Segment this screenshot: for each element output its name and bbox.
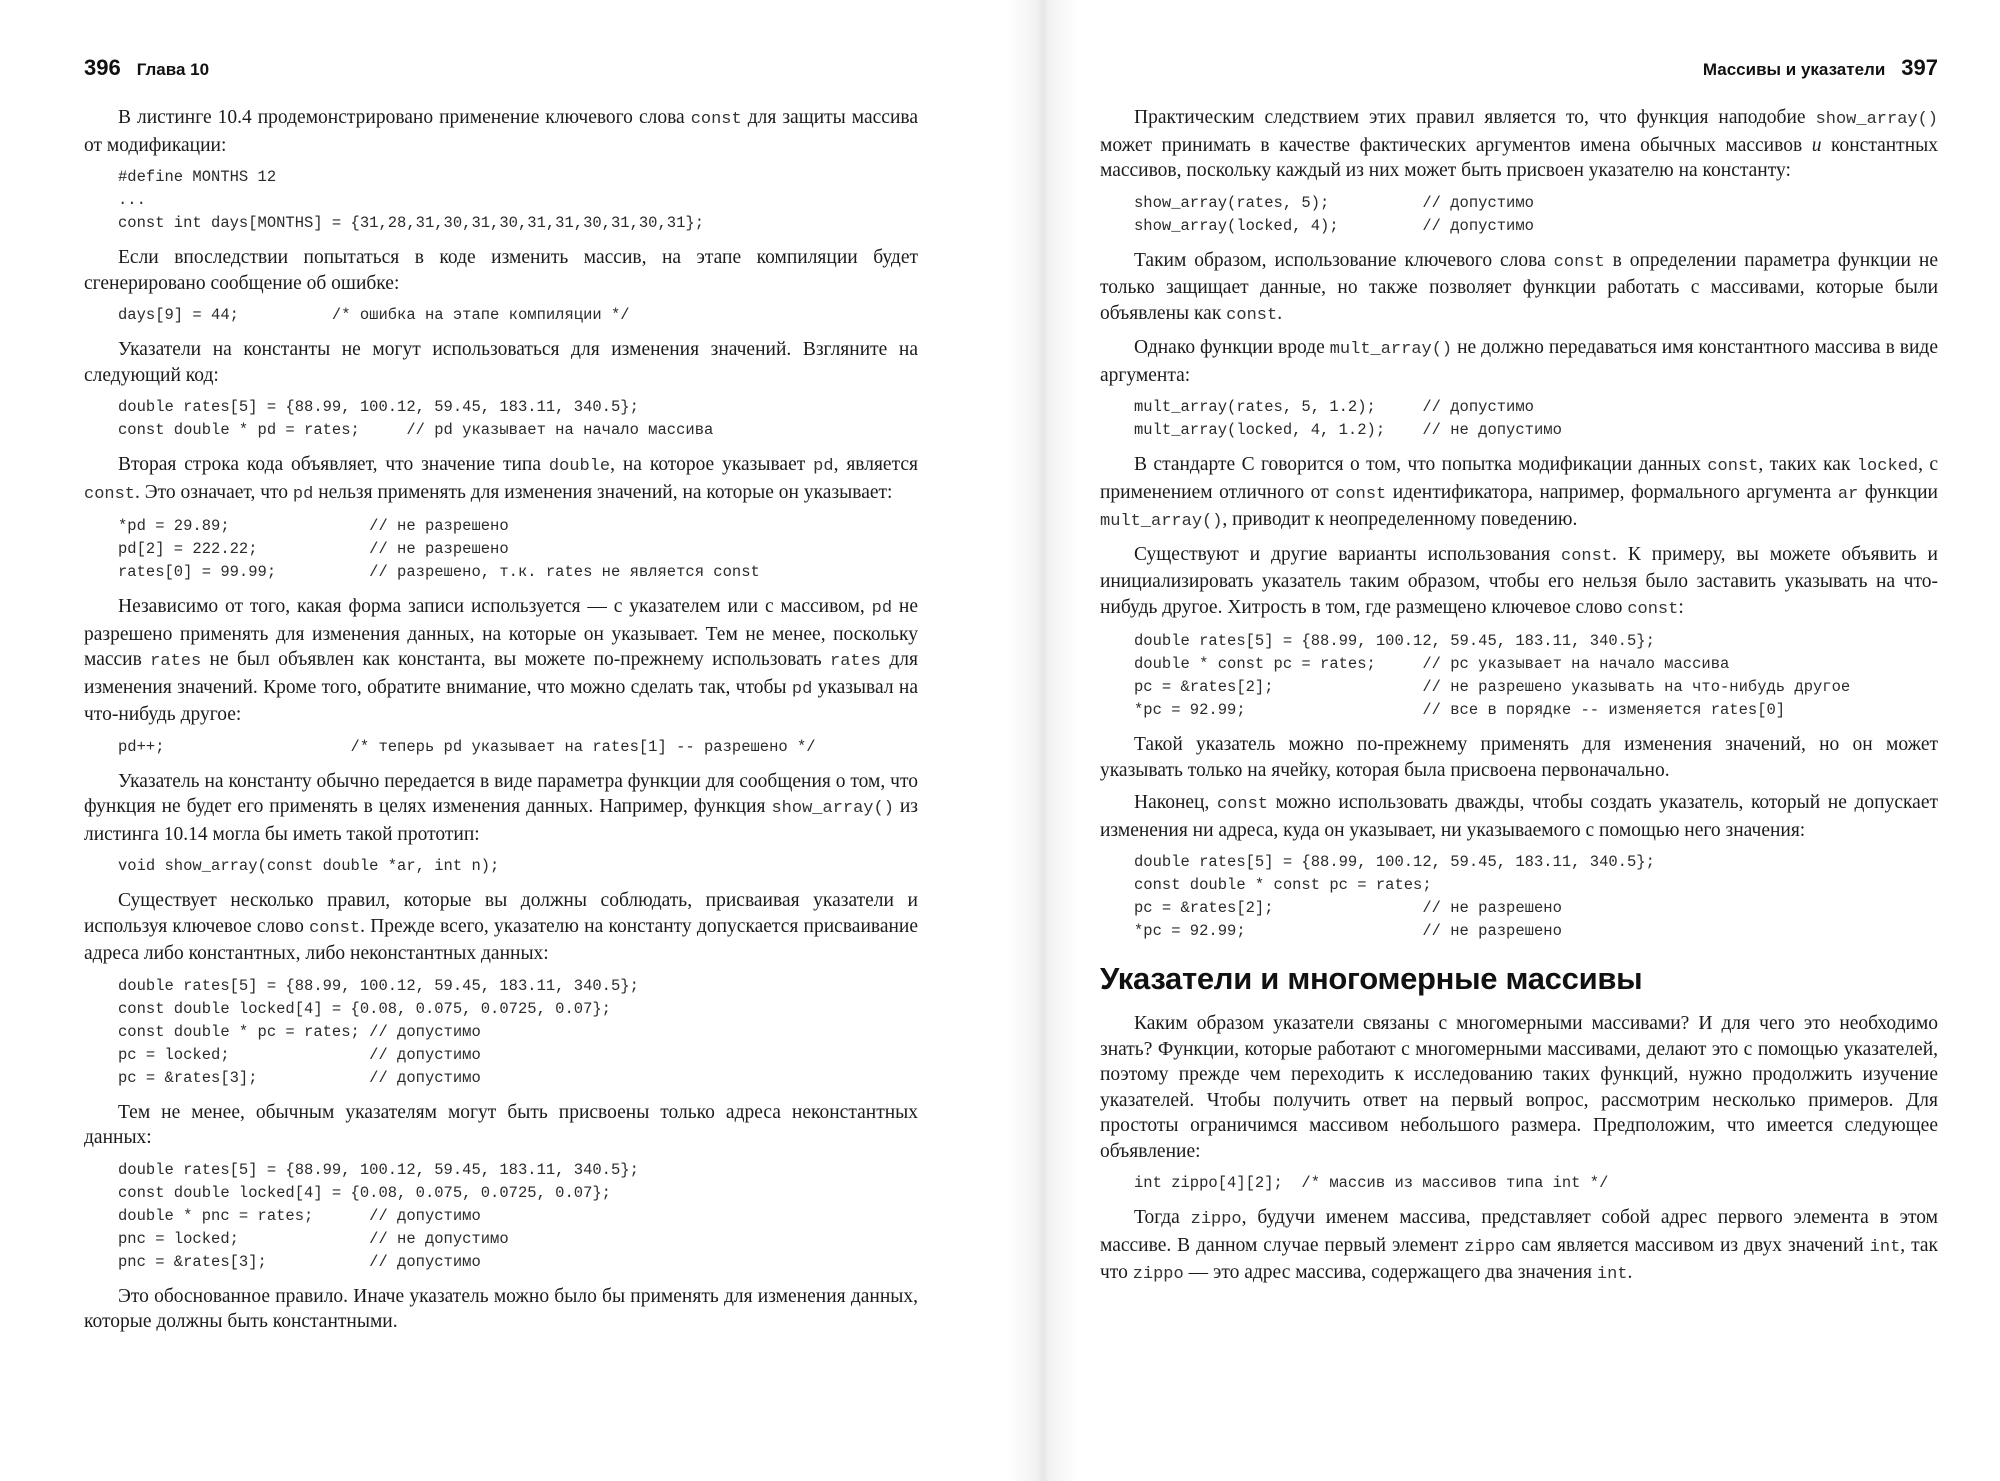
left-page-header (84, 55, 918, 91)
inline-code: const (1335, 484, 1387, 504)
section-heading: Указатели и многомерные массивы (1100, 961, 1643, 996)
text-run: Практическим следствием этих правил является то, что функция наподобие (1134, 107, 1816, 128)
paragraph (1100, 105, 1938, 184)
code-listing: show_array(rates, 5); // допустимо show_array(locked, 4); // допустимо (1134, 193, 1534, 235)
inline-code: mult_array() (1329, 340, 1453, 359)
inline-code: const (309, 918, 361, 938)
paragraph (1100, 335, 1938, 388)
text-run: Тогда (1134, 1207, 1191, 1228)
paragraph (1100, 1011, 1938, 1164)
paragraph (84, 594, 918, 728)
inline-code: const (84, 484, 136, 504)
text-run: можно использовать дважды, чтобы создать указатель, который не допускает изменения ни адреса, куда он указывает, ни указываемого с помощью него значения: (1100, 792, 1939, 841)
inline-code: pd (292, 484, 314, 504)
code-listing: #define MONTHS 12 ... const int days[MONTHS] = {31,28,31,30,31,30,31,31,30,31,30,31}; (118, 168, 704, 232)
text-run: Указатели на константы не могут использоваться для изменения значений. Взгляните на следующий код: (84, 339, 918, 386)
text-run: В стандарте С говорится о том, что попытка модификации данных (1134, 454, 1708, 475)
paragraph (1100, 732, 1938, 783)
text-run: константных массивов, поскольку каждый из них может быть присвоен указателю на константу: (1100, 134, 1938, 181)
left-page (84, 55, 918, 1342)
text-run: может принимать в качестве фактических аргументов имена обычных массивов (1100, 134, 1812, 156)
text-run: Независимо от того, какая форма записи используется — с указателем или с массивом, (118, 596, 872, 617)
paragraph (84, 1100, 918, 1151)
text-run: для изменения значений. Кроме того, обратите внимание, что можно сделать так, чтобы (84, 649, 918, 698)
text-run: , на которое указывает (610, 454, 814, 475)
inline-code: int (1869, 1237, 1901, 1257)
inline-code: const (1553, 252, 1605, 272)
inline-code: const (1561, 546, 1613, 566)
code-listing: double rates[5] = {88.99, 100.12, 59.45, 183.11, 340.5}; double * const pc = rates; // pc указывает на начало массива pc = &rates[2]; // не разрешено указывать на что-нибудь другое *pc = 92.99; // все в порядке -- изменяется rates[0] (1134, 632, 1851, 719)
text-run: , будучи именем массива, представляет собой адрес первого элемента в этом массиве. В данном случае первый элемент (1100, 1207, 1938, 1256)
text-run: . Это означает, что (135, 481, 293, 503)
code-listing: days[9] = 44; /* ошибка на этапе компиляции */ (118, 306, 630, 324)
inline-code: const (1627, 599, 1679, 619)
text-run: Это обоснованное правило. Иначе указатель можно было бы применять для изменения данных, которые должны быть константными. (84, 1285, 918, 1332)
inline-code: show_array() (771, 799, 894, 818)
paragraph (84, 769, 918, 848)
text-run: из листинга 10.14 могла бы иметь такой прототип: (84, 796, 918, 845)
text-run: . (1277, 302, 1283, 324)
code-listing: pd++; /* теперь pd указывает на rates[1] -- разрешено */ (118, 737, 816, 756)
text-run: Существуют и другие варианты использования (1134, 543, 1562, 565)
text-run: . К примеру, вы можете объявить и инициализировать указатель таким образом, чтобы его нельзя было заставить указывать на что-нибудь другое. Хитрость в том, где размещено ключевое слово (1100, 543, 1938, 618)
text-run: Указатель на константу обычно передается в виде параметра функции для сообщения о том, что функция не будет его применять в целях изменения данных. Например, функция (84, 770, 918, 817)
text-run: не был объявлен как константа, вы можете по-прежнему использовать (201, 649, 830, 670)
inline-code: pd (813, 457, 834, 476)
inline-code: const (1216, 795, 1268, 814)
right-page (1100, 55, 1938, 1295)
code-listing: double rates[5] = {88.99, 100.12, 59.45, 183.11, 340.5}; const double locked[4] = {0.08, 0.075, 0.0725, 0.07}; double * pnc = rates; // допустимо pnc = locked; // не допустимо pnc = &rates[3]; // допустимо (118, 1160, 639, 1271)
text-run: сам является массивом из двух значений (1515, 1234, 1870, 1256)
inline-code: ar (1837, 484, 1859, 504)
inline-code: double (548, 457, 611, 476)
inline-code: zippo (1132, 1265, 1184, 1284)
code-listing: void show_array(const double *ar, int n); (118, 857, 500, 875)
paragraph (1100, 542, 1938, 623)
code-listing: double rates[5] = {88.99, 100.12, 59.45, 183.11, 340.5}; const double * pd = rates; // pd указывает на начало массива (118, 398, 714, 439)
paragraph (84, 1284, 918, 1335)
paragraph (1100, 248, 1938, 329)
text-run: Таким образом, использование ключевого слова (1134, 249, 1554, 271)
text-run: . (1627, 1262, 1633, 1283)
text-run: : (1678, 596, 1684, 618)
code-listing: int zippo[4][2]; /* массив из массивов типа int */ (1134, 1174, 1609, 1192)
code-listing: double rates[5] = {88.99, 100.12, 59.45, 183.11, 340.5}; const double * const pc = rates; pc = &rates[2]; // не разрешено *pc = 92.99; // не разрешено (1134, 853, 1655, 940)
inline-code: const (1226, 305, 1278, 325)
text-run: , таких как (1758, 454, 1857, 475)
page-number: 396 (84, 55, 121, 80)
text-run: не разрешено применять для изменения данных, на которые он указывает. Тем не менее, поскольку массив (84, 596, 918, 670)
text-run: Такой указатель можно по-прежнему применять для изменения значений, но он может указывать только на ячейку, которая была присвоена первоначально. (1100, 734, 1938, 781)
inline-code: rates (830, 652, 882, 671)
text-run: Однако функции вроде (1134, 337, 1330, 358)
running-head: Глава 10 (136, 60, 210, 79)
paragraph (1100, 790, 1938, 843)
inline-code: pd (871, 599, 893, 618)
emphasis: и (1811, 134, 1822, 156)
inline-code: int (1596, 1265, 1628, 1284)
text-run: Если впоследствии попытаться в коде изменить массив, на этапе компиляции будет сгенерировано сообщение об ошибке: (84, 247, 918, 294)
paragraph (84, 888, 918, 967)
text-run: Вторая строка кода объявляет, что значение типа (118, 454, 549, 475)
text-run: Каким образом указатели связаны с многомерными массивами? И для чего это необходимо знать? Функции, которые работают с многомерными массивами, делают это с помощью указателей, поэтому прежде чем переходить к исследованию таких функций, нужно продолжить изучение указателей. Чтобы получить ответ на первый вопрос, рассмотрим несколько примеров. Для простоты ограничимся массивом небольшого размера. Предположим, что имеется следующее объявление: (1100, 1013, 1938, 1162)
inline-code: show_array() (1815, 110, 1938, 129)
paragraph (1100, 1205, 1938, 1288)
inline-code: zippo (1464, 1237, 1516, 1257)
text-run: Существует несколько правил, которые вы должны соблюдать, присваивая указатели и используя ключевое слово (84, 890, 918, 937)
paragraph (84, 337, 918, 388)
inline-code: locked (1856, 457, 1919, 476)
code-listing: mult_array(rates, 5, 1.2); // допустимо mult_array(locked, 4, 1.2); // не допустимо (1134, 398, 1562, 439)
inline-code: pd (791, 679, 813, 699)
inline-code: rates (150, 652, 202, 671)
inline-code: zippo (1190, 1210, 1242, 1229)
text-run: в определении параметра функции не только защищает данные, но также позволяет функции работать с массивами, которые были объявлены как (1100, 249, 1938, 324)
text-run: нельзя применять для изменения значений, на которые он указывает: (313, 481, 893, 503)
inline-code: const (1707, 457, 1759, 476)
right-page-content (1100, 105, 1938, 1288)
paragraph (84, 105, 918, 158)
text-run: — это адрес массива, содержащего два значения (1183, 1262, 1597, 1283)
text-run: для защиты массива от модификации: (84, 107, 918, 156)
right-page-header (1100, 55, 1938, 91)
paragraph (84, 245, 918, 296)
text-run: , с применением отличного от (1100, 454, 1938, 503)
paragraph (84, 452, 918, 507)
page-number: 397 (1901, 55, 1938, 80)
text-run: идентификатора, например, формального аргумента (1386, 481, 1838, 503)
text-run: В листинге 10.4 продемонстрировано применение ключевого слова (118, 107, 691, 128)
code-listing: *pd = 29.89; // не разрешено pd[2] = 222.22; // не разрешено rates[0] = 99.99; // разрешено, т.к. rates не является const (118, 517, 760, 581)
text-run: , так что (1100, 1234, 1938, 1283)
code-listing: double rates[5] = {88.99, 100.12, 59.45, 183.11, 340.5}; const double locked[4] = {0.08, 0.075, 0.0725, 0.07}; const double * pc = rates; // допустимо pc = locked; // допустимо pc = &rates[3]; // допустимо (118, 976, 639, 1087)
text-run: Наконец, (1134, 792, 1217, 813)
text-run: , является (833, 454, 918, 475)
text-run: , приводит к неопределенному поведению. (1222, 509, 1578, 530)
paragraph (1100, 452, 1938, 535)
text-run: указывал на что-нибудь другое: (84, 676, 918, 725)
inline-code: mult_array() (1100, 512, 1223, 531)
text-run: . Прежде всего, указателю на константу допускается присваивание адреса либо константных, либо неконстантных данных: (84, 915, 919, 964)
left-page-content (84, 105, 918, 1335)
inline-code: const (690, 110, 742, 129)
book-gutter (1008, 0, 1078, 1481)
running-head: Массивы и указатели (1702, 60, 1886, 79)
text-run: не должно передаваться имя константного массива в виде аргумента: (1100, 337, 1938, 386)
text-run: Тем не менее, обычным указателям могут быть присвоены только адреса неконстантных данных: (84, 1101, 918, 1148)
text-run: функции (1858, 481, 1938, 503)
